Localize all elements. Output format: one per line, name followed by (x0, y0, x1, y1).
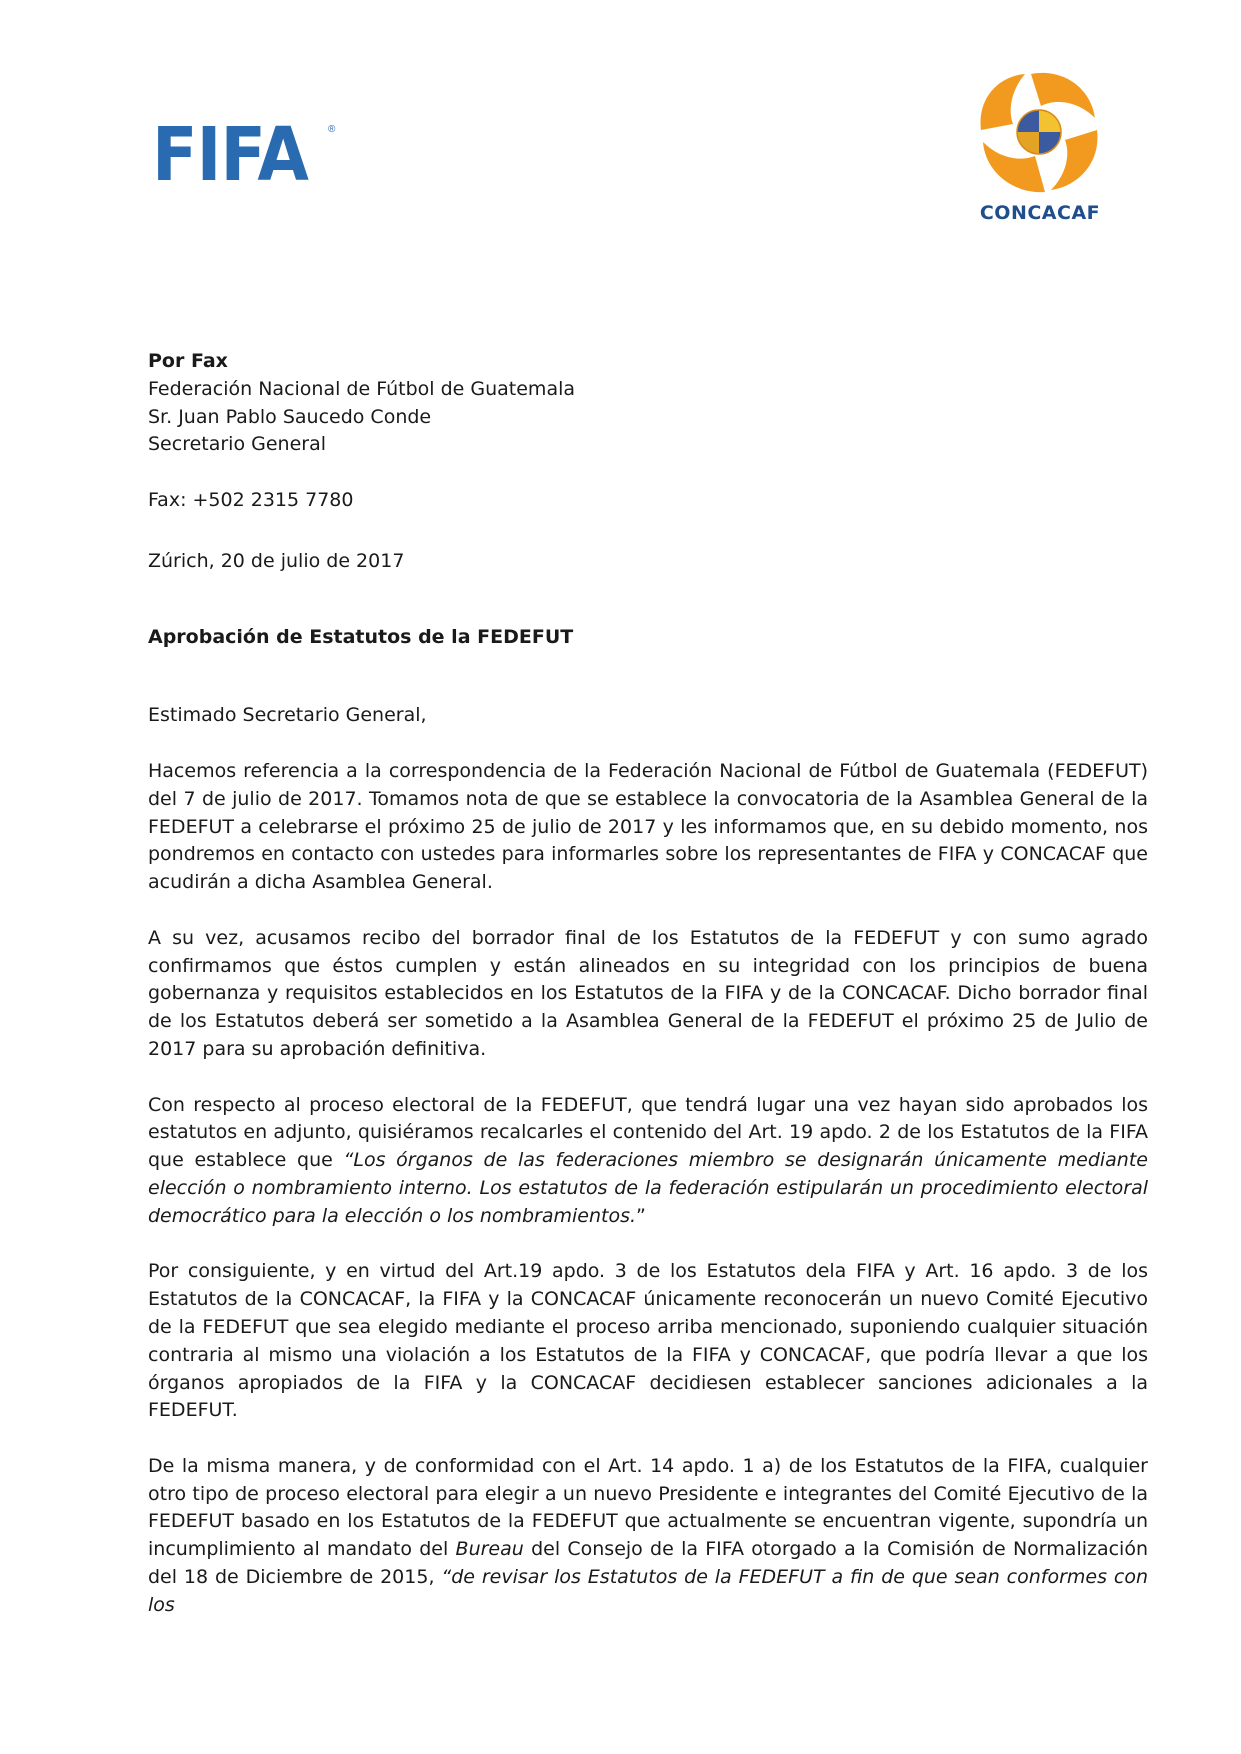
recipient-organization: Federación Nacional de Fútbol de Guatemala (148, 377, 576, 400)
concacaf-logo-text: CONCACAF (979, 202, 1101, 224)
salutation: Estimado Secretario General, (148, 704, 427, 727)
recipient-block (148, 348, 1148, 515)
fifa-registered-mark: ® (328, 124, 336, 135)
paragraph-1: Hacemos referencia a la correspondencia de la Federación Nacional de Fútbol de Guatemala (FEDEFUT) del 7 de julio de 2017. Tomamos nota de que se establece la convocatoria de la Asamblea General de la FEDEFUT a celebrarse el próximo 25 de julio de 2017 y les informamos que, en su debido momento, nos pondremos en contacto con ustedes para informarles sobre los representantes de FIFA y CONCACAF que acudirán a dicha Asamblea General. (148, 759, 1148, 894)
paragraph-2: A su vez, acusamos recibo del borrador final de los Estatutos de la FEDEFUT y con sumo agrado confirmamos que éstos cumplen y están alineados en su integridad con los principios de buena gobernanza y requisitos establecidos en los Estatutos de la FIFA y de la CONCACAF. Dicho borrador final de los Estatutos deberá ser sometido a la Asamblea General de la FEDEFUT el próximo 25 de Julio de 2017 para su aprobación definitiva. (148, 926, 1148, 1060)
recipient-title: Secretario General (148, 433, 327, 456)
fifa-logo-text: FIFA (152, 112, 309, 198)
paragraph-5-quote: “de revisar los Estatutos de la FEDEFUT a fin de que sean conformes con los (148, 1566, 1148, 1616)
paragraph-5 (148, 1453, 1148, 1620)
paragraph-3-quote: “Los órganos de las federaciones miembro se designarán únicamente mediante elección o nombramiento interno. Los estatutos de la federación estipularán un procedimiento electoral democrático para la elección o los nombramientos. (148, 1149, 1148, 1227)
paragraph-4: Por consiguiente, y en virtud del Art.19 apdo. 3 de los Estatutos dela FIFA y Art. 16 apdo. 3 de los Estatutos de la CONCACAF, la FIFA y la CONCACAF únicamente reconocerán un nuevo Comité Ejecutivo de la FEDEFUT que sea elegido mediante el proceso arriba mencionado, suponiendo cualquier situación contraria al mismo una violación a los Estatutos de la FIFA y CONCACAF, que podría llevar a que los órganos apropiados de la FIFA y la CONCACAF decidiesen establecer sanciones adicionales a la FEDEFUT. (148, 1260, 1148, 1422)
paragraph-5-bureau: Bureau (455, 1538, 524, 1561)
fifa-logo (152, 112, 342, 198)
concacaf-logo (970, 70, 1110, 230)
paragraph-3-end: ” (636, 1204, 646, 1227)
concacaf-emblem-icon (975, 70, 1103, 198)
paragraph-3-text: Con respecto al proceso electoral de la FEDEFUT, que tendrá lugar una vez hayan sido aprobados los estatutos en adjunto, quisiéramos recalcarles el contenido del Art. 19 apdo. 2 de los Estatutos de la FIFA que establece que (148, 1093, 1148, 1172)
subject-line: Aprobación de Estatutos de la FEDEFUT (148, 625, 574, 648)
delivery-method: Por Fax (148, 350, 228, 372)
paragraph-5-text-b: del Consejo de la FIFA otorgado a la Comisión de Normalización del 18 de Diciembre de 2015, (148, 1538, 1149, 1589)
recipient-name: Sr. Juan Pablo Saucedo Conde (148, 405, 432, 428)
paragraph-3 (148, 1092, 1148, 1231)
recipient-fax: Fax: +502 2315 7780 (148, 488, 354, 511)
paragraph-5-text: De la misma manera, y de conformidad con el Art. 14 apdo. 1 a) de los Estatutos de la FIFA, cualquier otro tipo de proceso electoral para elegir a un nuevo Presidente e integrantes del Comité Ejecutivo de la FEDEFUT basado en los Estatutos de la FEDEFUT que actualmente se encuentran vigente, supondría un incumplimiento al mandato del (148, 1454, 1148, 1561)
date-line: Zúrich, 20 de julio de 2017 (148, 549, 405, 572)
letter-body (148, 348, 1148, 1620)
